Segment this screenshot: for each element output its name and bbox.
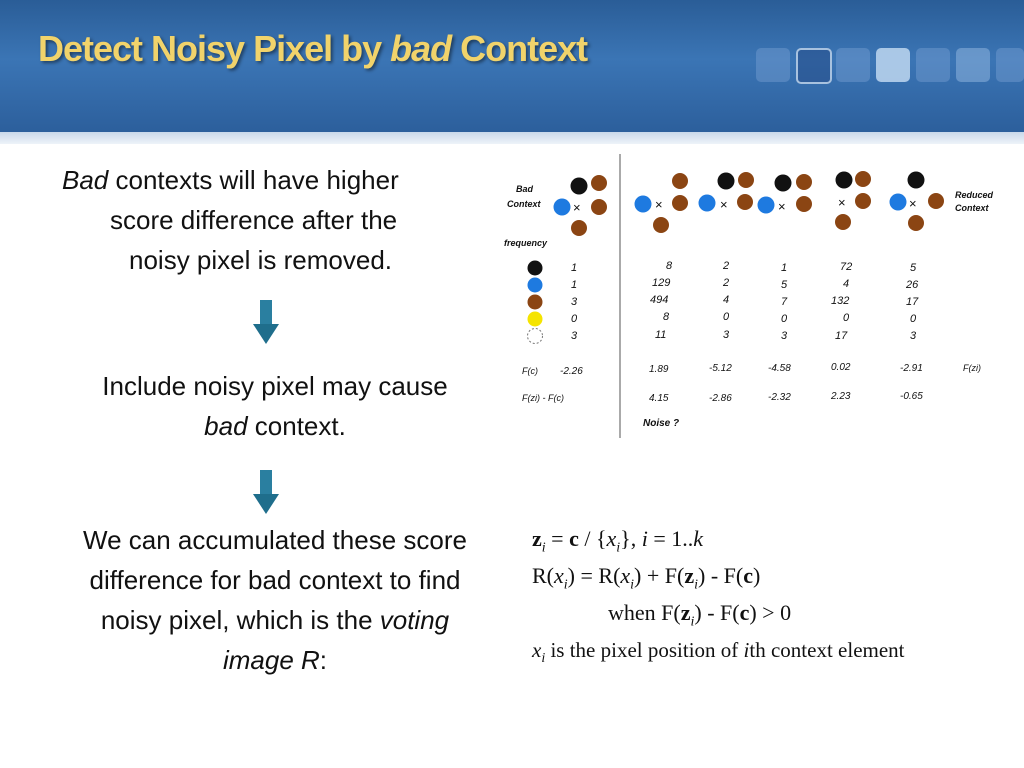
white-dot — [528, 329, 543, 344]
freq-value: 494 — [650, 294, 669, 306]
column-3-values — [781, 262, 788, 342]
formula-part: th context element — [749, 638, 905, 662]
italic-word: Bad — [62, 165, 109, 195]
formula-part: x — [554, 563, 564, 588]
context-cluster-2 — [699, 172, 755, 212]
formula-part: ) = R( — [567, 563, 621, 588]
formula-xi-description — [532, 638, 905, 667]
freq-value: 3 — [571, 296, 578, 308]
text-line — [60, 406, 490, 446]
diff-row — [649, 391, 923, 404]
formula-part: z — [680, 600, 691, 625]
formula-part: ) — [752, 563, 761, 588]
freq-value: 129 — [652, 277, 671, 289]
brown-dot — [672, 173, 688, 189]
diff-value: 4.15 — [649, 393, 669, 404]
brown-dot — [855, 171, 871, 187]
formula-part: / { — [578, 526, 607, 551]
freq-value: 0 — [571, 313, 578, 325]
formula-when — [608, 600, 791, 630]
context-cluster-1 — [635, 173, 689, 233]
text-line — [30, 640, 520, 680]
cross-mark: × — [778, 199, 786, 214]
first-column-values — [571, 262, 578, 342]
text-line — [30, 600, 520, 640]
freq-value: 8 — [666, 260, 673, 272]
freq-value: 0 — [910, 313, 917, 325]
black-dot — [775, 175, 792, 192]
text-span: contexts will have higher — [108, 165, 399, 195]
formula-part: c — [743, 563, 753, 588]
brown-dot — [528, 295, 543, 310]
formula-part: i — [630, 577, 635, 593]
brown-dot — [571, 220, 587, 236]
label-frequency: frequency — [504, 238, 548, 248]
diff-value: -2.86 — [709, 393, 732, 404]
text-span: noisy pixel, which is the — [100, 605, 380, 635]
cross-mark: × — [909, 196, 917, 211]
brown-dot — [855, 193, 871, 209]
formula-part: ) + F( — [634, 563, 685, 588]
text-span: context. — [247, 411, 346, 441]
blue-dot — [758, 197, 775, 214]
title-part: Detect Noisy Pixel by — [38, 28, 391, 69]
freq-value: 5 — [910, 262, 917, 274]
formula-part: z — [532, 526, 542, 551]
blue-dot — [890, 194, 907, 211]
formula-part: i — [690, 614, 695, 630]
fzi-value: -5.12 — [709, 363, 732, 374]
italic-word: bad — [204, 411, 248, 441]
column-2-values — [722, 260, 730, 341]
formula-zi — [532, 526, 703, 556]
label-context-2: Context — [955, 203, 989, 213]
formula-part: i — [541, 540, 546, 556]
text-span: : — [319, 645, 328, 675]
freq-value: 11 — [655, 329, 667, 341]
freq-value: 2 — [723, 277, 730, 289]
label-reduced: Reduced — [955, 190, 994, 200]
decor-square — [956, 48, 990, 82]
diff-value: 2.23 — [831, 391, 851, 402]
freq-value: 3 — [571, 330, 578, 342]
black-dot — [908, 172, 925, 189]
decor-square — [916, 48, 950, 82]
fc-value: -2.26 — [560, 366, 583, 377]
brown-dot — [738, 172, 754, 188]
decor-square — [996, 48, 1024, 82]
formula-part: x — [606, 526, 617, 551]
text-line: Include noisy pixel may cause — [102, 371, 448, 401]
text-line: We can accumulated these score — [83, 525, 467, 555]
formula-part: when F( — [608, 600, 681, 625]
brown-dot — [835, 214, 851, 230]
freq-value: 5 — [781, 279, 788, 291]
black-dot — [718, 173, 735, 190]
freq-value: 0 — [723, 311, 730, 323]
text-line: noisy pixel is removed. — [129, 245, 392, 275]
freq-value: 17 — [906, 296, 919, 308]
freq-value: 0 — [781, 313, 788, 325]
freq-value: 3 — [723, 329, 730, 341]
formula-part: ) - F( — [694, 600, 740, 625]
freq-value: 3 — [910, 330, 917, 342]
yellow-dot — [528, 312, 543, 327]
black-dot — [571, 178, 588, 195]
formula-part: R( — [532, 563, 554, 588]
black-dot — [836, 172, 853, 189]
brown-dot — [653, 217, 669, 233]
cross-mark: × — [655, 197, 663, 212]
slide-header — [0, 0, 1024, 132]
brown-dot — [672, 195, 688, 211]
freq-value: 72 — [840, 261, 853, 273]
freq-value: 132 — [831, 295, 850, 307]
brown-dot — [737, 194, 753, 210]
formula-part: }, — [620, 526, 642, 551]
brown-dot — [591, 199, 607, 215]
freq-value: 4 — [843, 278, 850, 290]
formula-part: ) - F( — [698, 563, 744, 588]
column-5-values — [905, 262, 919, 342]
freq-value: 2 — [723, 260, 730, 272]
formula-part: c — [739, 600, 750, 625]
frequency-legend — [528, 261, 543, 344]
freq-value: 0 — [843, 312, 850, 324]
brown-dot — [928, 193, 944, 209]
context-figure — [500, 152, 1020, 440]
label-noise: Noise ? — [643, 418, 680, 429]
text-bad-contexts — [40, 160, 490, 280]
label-bad: Bad — [516, 184, 534, 194]
fzi-value: -4.58 — [768, 363, 791, 374]
formula-part: k — [693, 526, 704, 551]
freq-value: 1 — [781, 262, 788, 274]
freq-value: 1 — [571, 279, 578, 291]
freq-value: 1 — [571, 262, 578, 274]
freq-value: 3 — [781, 330, 788, 342]
formula-part: i — [641, 526, 648, 551]
decor-square — [796, 48, 832, 84]
brown-dot — [796, 196, 812, 212]
freq-value: 7 — [781, 296, 788, 308]
formula-part: x — [532, 638, 542, 662]
italic-word: image R — [222, 645, 320, 675]
freq-value: 8 — [663, 311, 670, 323]
down-arrow-icon — [253, 300, 279, 346]
black-dot — [528, 261, 543, 276]
blue-dot — [554, 199, 571, 216]
blue-dot — [635, 196, 652, 213]
diff-value: -2.32 — [768, 392, 791, 403]
text-include-noisy — [60, 366, 490, 446]
decor-square — [756, 48, 790, 82]
cross-mark: × — [838, 195, 846, 210]
cross-mark: × — [573, 200, 581, 215]
label-fc: F(c) — [522, 366, 538, 376]
cross-mark: × — [720, 197, 728, 212]
formula-part: = — [545, 526, 570, 551]
formula-part: x — [620, 563, 631, 588]
text-line: score difference after the — [110, 205, 398, 235]
fzi-value: 0.02 — [831, 362, 851, 373]
freq-value: 26 — [906, 279, 919, 291]
column-1-values — [650, 260, 673, 341]
title-italic: bad — [390, 28, 452, 69]
formula-part: is the pixel position of — [545, 638, 744, 662]
bad-context-cluster — [554, 175, 608, 236]
formula-part: i — [541, 651, 546, 667]
column-4-values — [831, 261, 852, 342]
context-cluster-4 — [835, 171, 871, 230]
formula-part: c — [569, 526, 579, 551]
formula-part: i — [743, 638, 750, 662]
fzi-value: -2.91 — [900, 363, 923, 374]
decor-square — [876, 48, 910, 82]
freq-value: 4 — [723, 294, 730, 306]
formula-part: z — [684, 563, 695, 588]
blue-dot — [699, 195, 716, 212]
formula-part: = 1.. — [647, 526, 694, 551]
formula-part: i — [563, 577, 568, 593]
slide-title — [38, 28, 587, 70]
formula-voting — [532, 563, 760, 593]
label-fzi: F(zi) — [963, 363, 981, 373]
formula-part: ) > 0 — [749, 600, 792, 625]
down-arrow-icon — [253, 470, 279, 516]
label-context: Context — [507, 199, 541, 209]
fzi-value: 1.89 — [649, 364, 669, 375]
context-cluster-3 — [758, 174, 813, 214]
label-fzi-minus-fc: F(zi) - F(c) — [522, 393, 564, 403]
blue-dot — [528, 278, 543, 293]
text-line: difference for bad context to find — [89, 565, 461, 595]
italic-word: voting — [379, 605, 450, 635]
context-cluster-5 — [890, 172, 945, 232]
formula-part: i — [694, 577, 698, 593]
formula-part: i — [616, 540, 621, 556]
freq-value: 17 — [835, 330, 848, 342]
text-line — [40, 160, 490, 200]
decor-square — [836, 48, 870, 82]
brown-dot — [908, 215, 924, 231]
text-accumulate — [30, 520, 520, 680]
fzi-row — [649, 362, 981, 375]
brown-dot — [591, 175, 607, 191]
header-band — [0, 132, 1024, 144]
brown-dot — [796, 174, 812, 190]
title-part-end: Context — [451, 28, 588, 69]
diff-value: -0.65 — [900, 391, 923, 402]
